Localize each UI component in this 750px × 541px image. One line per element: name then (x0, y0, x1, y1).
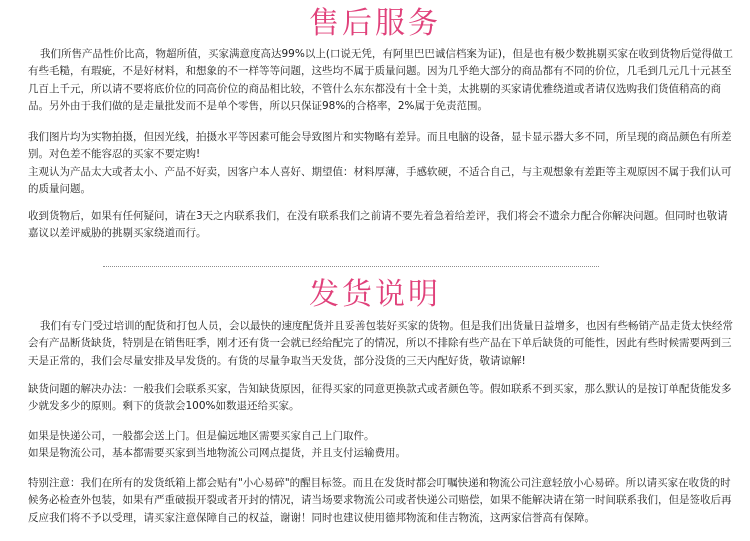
shipping-paragraph-fragile: 特别注意：我们在所有的发货纸箱上都会贴有"小心易碎"的醒目标签。而且在发货时都会叮嘱快递和物流公司注意轻放小心易碎。所以请买家在收货的时候务必检查外包装，如果有严重破损开裂或者开封的情况，请当场要求物流公司或者快递公司赔偿，如果不能解决请在第一时间联系我们，但是签收后再反应我们将不予以受理，请买家注意保障自己的权益，谢谢！同时也建议使用德邦物流和佳吉物流，这两家信誉高有保障。 (28, 477, 732, 524)
after-sales-paragraph-contact: 收到货物后，如果有任何疑问，请在3天之内联系我们，在没有联系我们之前请不要先着急着给差评，我们将会不遗余力配合你解决问题。但同时也敬请嘉议以差评威胁的挑剔买家绕道而行。 (28, 210, 728, 240)
shipping-paragraph-carriers: 如果是快递公司，一般都会送上门。但是偏远地区需要买家自己上门取件。 如果是物流公司，基本都需要买家到当地物流公司网点提货，并且支付运输费用。 (28, 430, 406, 460)
section-divider (103, 266, 599, 267)
shipping-title: 发货说明 (309, 277, 441, 312)
after-sales-paragraph-quality: 我们所售产品性价比高，物超所值，买家满意度高达99%以上(口说无凭，有阿里巴巴诚信档案为证)，但是也有极少数挑剔买家在收到货物后觉得做工有些毛糙，有瑕疵，不是好材料，和想象的不一样等等问题，这些均不属于质量问题。因为几乎绝大部分的商品都有不同的价位，几毛到几元几十元甚至几百上千元，所以请不要将底价位的同高价位的商品相比较，不管什么东东都没有十全十美，太挑剔的买家请优雅绕道或者请仅选购我们货值稍高的商品。另外由于我们做的是走量批发而不是单个零售，所以只保证98%的合格率，2%属于免责范围。 (28, 48, 734, 112)
shipping-paragraph-staff: 我们有专门受过培训的配货和打包人员，会以最快的速度配货并且妥善包装好买家的货物。但是我们出货量日益增多，也因有些畅销产品走货太快经常会有产品断货缺货，特别是在销售旺季，刚才还有货一会就已经给配完了的情况，所以不排除有些产品在下单后缺货的可能性，因此有些时候需要两到三天是正常的，我们会尽量安排及早发货的。有货的尽量争取当天发货，部分没货的三天内配好货，敬请谅解! (28, 320, 733, 367)
after-sales-title: 售后服务 (309, 6, 441, 41)
after-sales-paragraph-photos: 我们图片均为实物拍摄，但因光线，拍摄水平等因素可能会导致图片和实物略有差异。而且电脑的设备，显卡显示器大多不同，所呈现的商品颜色有所差别。对色差不能容忍的买家不要定购! 主观认为产品太大或者太小、产品不好卖，因客户本人喜好、期望值：材料厚薄，手感软硬，不适合自己，与主观想象有差距等主观原因不属于我们认可的质量问题。 (28, 131, 732, 195)
shipping-paragraph-stockout: 缺货问题的解决办法：一般我们会联系买家，告知缺货原因，征得买家的同意更换款式或者颜色等。假如联系不到买家，那么默认的是按订单配货能发多少就发多少的原则。剩下的货款会100%如数退还给买家。 (28, 383, 732, 413)
